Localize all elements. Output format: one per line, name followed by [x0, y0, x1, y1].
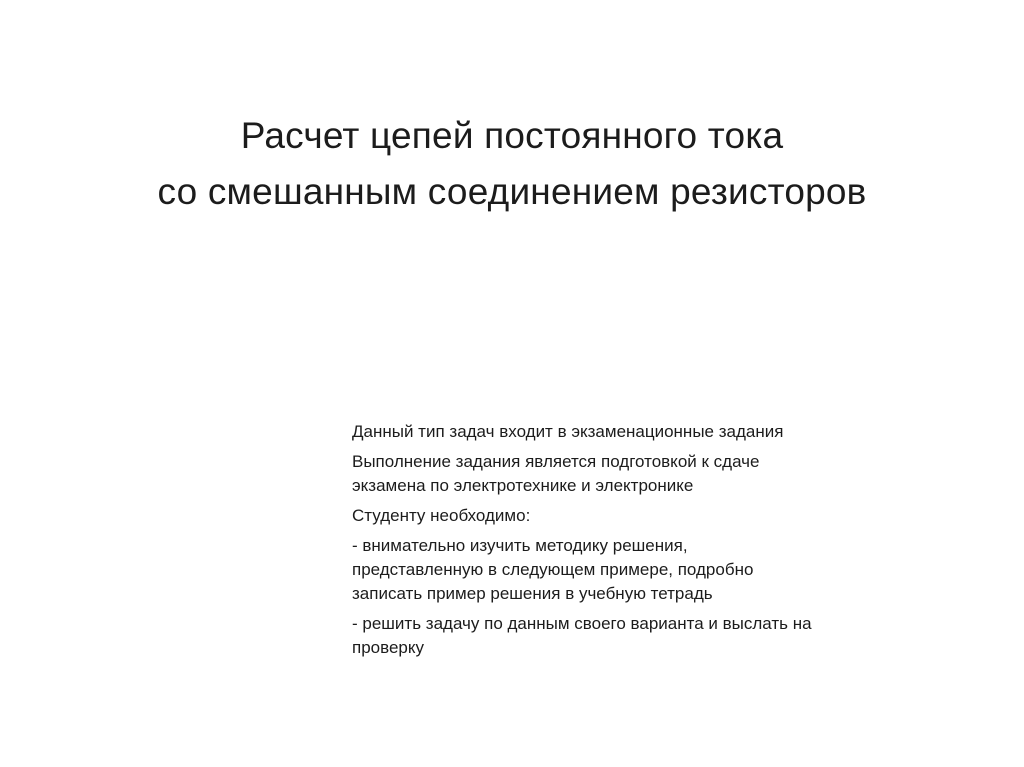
slide-body	[352, 420, 932, 666]
paragraph-exam-tasks	[352, 420, 932, 444]
paragraph-student-needs	[352, 504, 932, 528]
text-line: записать пример решения в учебную тетрадь	[352, 584, 713, 603]
text-line: - решить задачу по данным своего варианта и выслать на	[352, 614, 812, 633]
slide-title	[60, 108, 964, 220]
text-line: экзамена по электротехнике и электронике	[352, 476, 694, 495]
text-line: Студенту необходимо:	[352, 506, 531, 525]
paragraph-preparation	[352, 450, 932, 498]
paragraph-study-method	[352, 534, 932, 606]
text-line: - внимательно изучить методику решения,	[352, 536, 688, 555]
text-line: представленную в следующем примере, подробно	[352, 560, 754, 579]
paragraph-solve-task	[352, 612, 932, 660]
text-line: Выполнение задания является подготовкой к сдаче	[352, 452, 760, 471]
text-line: Данный тип задач входит в экзаменационные задания	[352, 422, 784, 441]
slide-title-line: со смешанным соединением резисторов	[157, 171, 867, 212]
text-line: проверку	[352, 638, 424, 657]
slide-title-line: Расчет цепей постоянного тока	[240, 115, 784, 156]
